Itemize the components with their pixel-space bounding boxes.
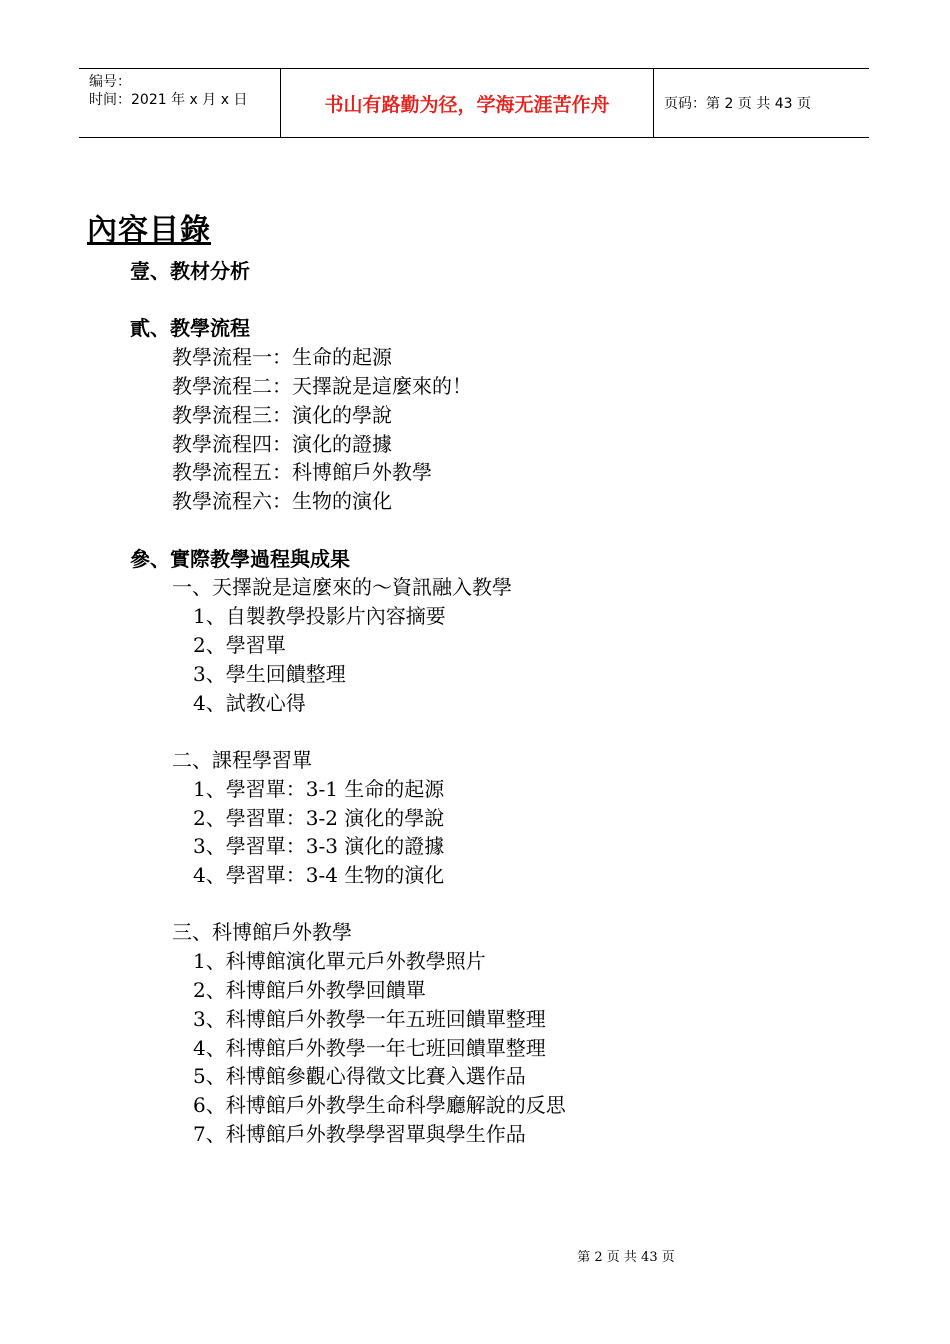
header-motto: 书山有路勤为径，学海无涯苦作舟 [281, 69, 654, 137]
toc-entry: 教學流程五：科博館戶外教學 [172, 460, 432, 484]
toc-entry: 5、科博館參觀心得徵文比賽入選作品 [193, 1064, 526, 1088]
header-page-info: 页码：第 2 页 共 43 页 [664, 96, 811, 112]
toc-entry: 1、自製教學投影片內容摘要 [193, 604, 446, 628]
toc-section-1: 壹、教材分析 [130, 259, 250, 283]
toc-entry: 4、學習單：3-4 生物的演化 [193, 863, 445, 887]
toc-entry: 教學流程一：生命的起源 [172, 345, 392, 369]
toc-entry: 3、科博館戶外教學一年五班回饋單整理 [193, 1007, 546, 1031]
toc-entry: 2、科博館戶外教學回饋單 [193, 978, 426, 1002]
toc-entry: 7、科博館戶外教學學習單與學生作品 [193, 1122, 526, 1146]
toc-section-2: 貳、教學流程 [130, 316, 250, 340]
toc-entry: 3、學習單：3-3 演化的證據 [193, 834, 445, 858]
toc-section-3: 參、實際教學過程與成果 [130, 547, 350, 571]
toc-entry: 4、科博館戶外教學一年七班回饋單整理 [193, 1036, 546, 1060]
toc-entry: 教學流程六：生物的演化 [172, 489, 392, 513]
toc-entry: 教學流程四：演化的證據 [172, 432, 392, 456]
toc-entry: 6、科博館戶外教學生命科學廳解說的反思 [193, 1093, 566, 1117]
toc-group-title: 三、科博館戶外教學 [172, 920, 352, 944]
date-label: 时间：2021 年 x 月 x 日 [89, 92, 248, 108]
toc-entry: 2、學習單：3-2 演化的學說 [193, 806, 445, 830]
toc-entry: 3、學生回饋整理 [193, 662, 346, 686]
number-label: 编号： [89, 74, 131, 90]
toc-entry: 1、科博館演化單元戶外教學照片 [193, 949, 486, 973]
toc-entry: 教學流程二：天擇說是這麼來的！ [172, 374, 472, 398]
page-footer: 第 2 页 共 43 页 [577, 1250, 675, 1265]
toc-entry: 1、學習單：3-1 生命的起源 [193, 777, 445, 801]
header-meta [79, 69, 281, 137]
toc-entry: 2、學習單 [193, 633, 286, 657]
toc-entry: 4、試教心得 [193, 691, 306, 715]
toc-group-title: 二、課程學習單 [172, 748, 312, 772]
page-header [79, 68, 869, 138]
toc-group-title: 一、天擇說是這麼來的～資訊融入教學 [172, 575, 512, 599]
toc-title: 內容目錄 [87, 213, 211, 248]
toc-entry: 教學流程三：演化的學說 [172, 403, 392, 427]
